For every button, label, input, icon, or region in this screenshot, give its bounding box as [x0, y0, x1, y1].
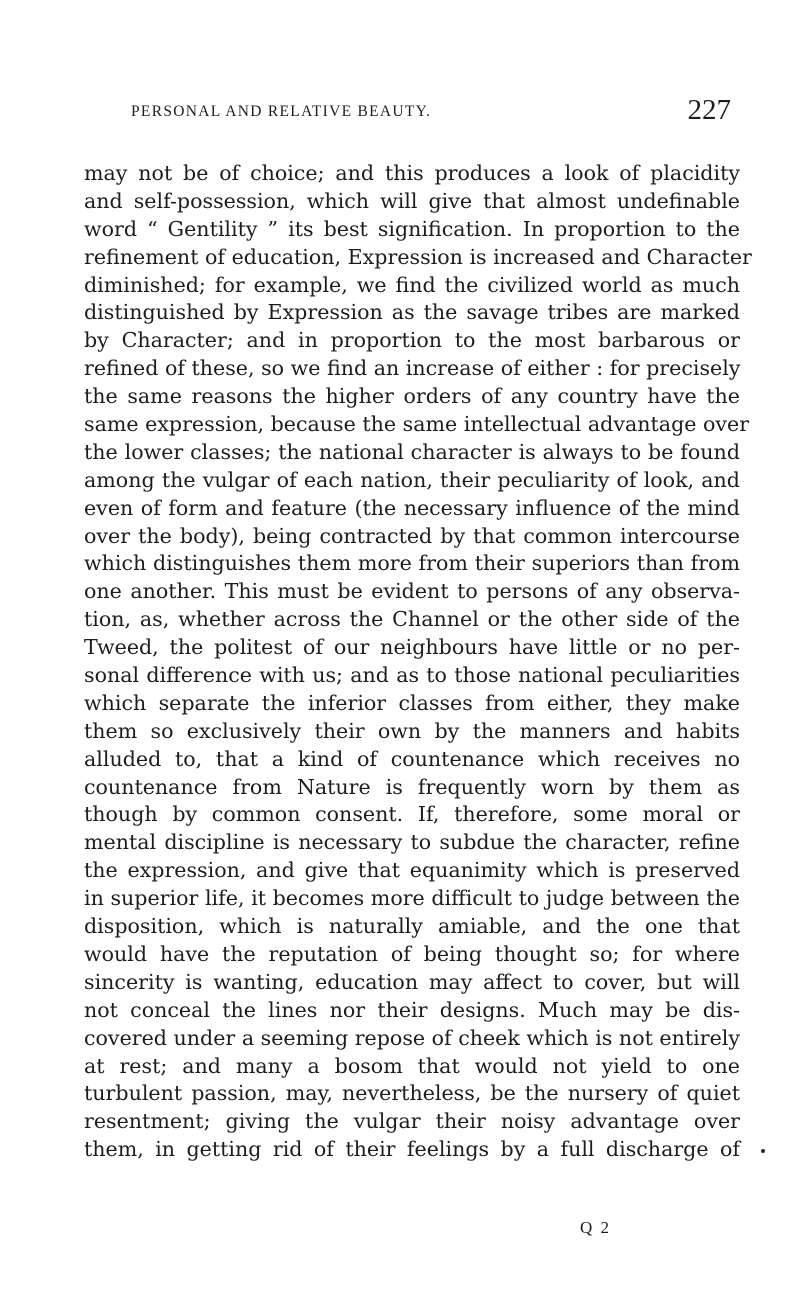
text-line: diminished; for example, we find the civilized world as much: [84, 272, 740, 297]
text-line: by Character; and in proportion to the most barbarous or: [84, 328, 740, 353]
signature-mark: Q 2: [580, 1218, 612, 1237]
text-line: disposition, which is naturally amiable, and the one that: [84, 914, 740, 939]
page-number: 227: [687, 94, 731, 126]
text-line: at rest; and many a bosom that would not yield to one: [84, 1053, 740, 1078]
text-line: sonal difference with us; and as to those national peculiarities: [84, 663, 740, 688]
text-line: and self-possession, which will give that almost undefinable: [84, 188, 740, 213]
text-line: them, in getting rid of their feelings by a full discharge of: [84, 1137, 740, 1162]
text-line: distinguished by Expression as the savage tribes are marked: [84, 300, 740, 325]
text-line: the same reasons the higher orders of any country have the: [84, 384, 740, 409]
text-line: word “ Gentility ” its best signification. In proportion to the: [84, 216, 740, 241]
text-line: sincerity is wanting, education may affect to cover, but will: [84, 969, 740, 994]
margin-dot: [761, 1149, 765, 1153]
text-line: not conceal the lines nor their designs. Much may be dis-: [84, 997, 740, 1022]
text-line: countenance from Nature is frequently worn by them as: [84, 774, 740, 799]
text-line: resentment; giving the vulgar their noisy advantage over: [84, 1109, 740, 1134]
running-title: PERSONAL AND RELATIVE BEAUTY.: [131, 103, 432, 120]
text-line: refinement of education, Expression is increased and Character: [84, 244, 752, 269]
text-line: one another. This must be evident to persons of any observa-: [84, 579, 740, 604]
running-head: [131, 94, 731, 130]
text-line: tion, as, whether across the Channel or the other side of the: [84, 607, 740, 632]
text-line: even of form and feature (the necessary influence of the mind: [84, 495, 740, 520]
text-line: refined of these, so we find an increase of either : for precisely: [84, 356, 741, 381]
text-line: same expression, because the same intellectual advantage over: [84, 412, 750, 437]
text-line: which separate the inferior classes from either, they make: [84, 690, 740, 715]
text-line: among the vulgar of each nation, their peculiarity of look, and: [84, 467, 740, 492]
text-line: turbulent passion, may, nevertheless, be the nursery of quiet: [84, 1081, 740, 1106]
text-line: covered under a seeming repose of cheek which is not entirely: [84, 1025, 740, 1050]
text-line: them so exclusively their own by the manners and habits: [84, 718, 740, 743]
text-line: mental discipline is necessary to subdue the character, refine: [84, 830, 740, 855]
text-line: the lower classes; the national character is always to be found: [84, 439, 740, 464]
text-line: the expression, and give that equanimity which is preserved: [84, 858, 740, 883]
text-line: over the body), being contracted by that common intercourse: [84, 523, 740, 548]
text-line: though by common consent. If, therefore, some moral or: [84, 802, 740, 827]
body-text: [84, 160, 752, 1164]
text-line: Tweed, the politest of our neighbours have little or no per-: [84, 635, 740, 660]
text-line: would have the reputation of being thought so; for where: [84, 941, 740, 966]
text-line: which distinguishes them more from their superiors than from: [84, 551, 740, 576]
text-line: may not be of choice; and this produces a look of placidity: [84, 161, 740, 185]
text-line: alluded to, that a kind of countenance which receives no: [84, 746, 740, 771]
text-line: in superior life, it becomes more difficult to judge between the: [84, 886, 740, 911]
